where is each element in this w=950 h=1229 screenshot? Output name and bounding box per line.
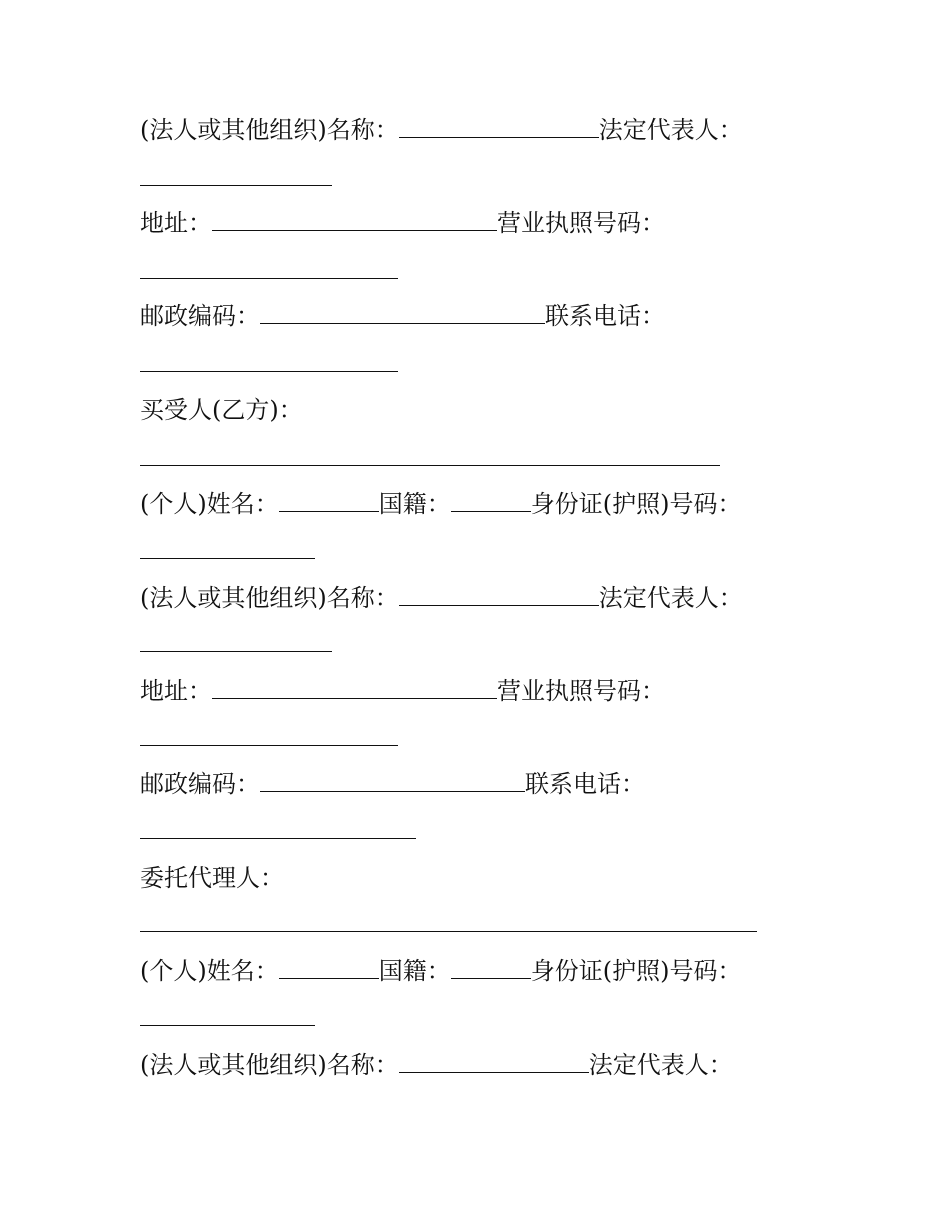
id-number-blank[interactable] xyxy=(140,533,315,559)
person-name-blank[interactable] xyxy=(279,958,379,979)
postal-line-1 xyxy=(140,296,665,336)
nationality-label: 国籍： xyxy=(378,490,451,518)
id-number-label: 身份证(护照)号码： xyxy=(530,957,742,985)
person-name-label: (个人)姓名： xyxy=(140,490,279,518)
postal-code-blank[interactable] xyxy=(260,771,525,792)
agent-blank[interactable] xyxy=(140,906,757,932)
legal-rep-label: 法定代表人： xyxy=(598,584,743,612)
person-line-1 xyxy=(140,484,741,524)
postal-code-label: 邮政编码： xyxy=(140,770,260,798)
phone-blank[interactable] xyxy=(140,813,416,839)
address-label: 地址： xyxy=(140,677,212,705)
org-name-label: (法人或其他组织)名称： xyxy=(140,584,399,612)
phone-label: 联系电话： xyxy=(545,302,665,330)
org-name-blank[interactable] xyxy=(399,1052,589,1073)
buyer-blank[interactable] xyxy=(140,440,720,466)
phone-blank[interactable] xyxy=(140,346,398,372)
org-name-label: (法人或其他组织)名称： xyxy=(140,1051,399,1079)
legal-rep-label: 法定代表人： xyxy=(598,116,743,144)
agent-label: 委托代理人： xyxy=(140,864,284,892)
nationality-blank[interactable] xyxy=(451,491,531,512)
nationality-label: 国籍： xyxy=(378,957,451,985)
address-line-1 xyxy=(140,203,665,243)
person-name-blank[interactable] xyxy=(279,491,379,512)
org-name-label: (法人或其他组织)名称： xyxy=(140,116,399,144)
id-number-blank[interactable] xyxy=(140,1000,315,1026)
address-line-2 xyxy=(140,671,665,711)
person-name-label: (个人)姓名： xyxy=(140,957,279,985)
legal-rep-label: 法定代表人： xyxy=(588,1051,733,1079)
business-license-label: 营业执照号码： xyxy=(497,677,665,705)
business-license-blank[interactable] xyxy=(140,720,398,746)
org-name-line-3 xyxy=(140,1045,733,1085)
buyer-line xyxy=(140,390,303,430)
phone-label: 联系电话： xyxy=(525,770,645,798)
agent-line xyxy=(140,858,284,898)
address-blank[interactable] xyxy=(212,210,497,231)
business-license-blank[interactable] xyxy=(140,253,398,279)
org-name-line-2 xyxy=(140,578,743,618)
business-license-label: 营业执照号码： xyxy=(497,209,665,237)
buyer-label: 买受人(乙方)： xyxy=(140,396,303,424)
address-blank[interactable] xyxy=(212,678,497,699)
legal-rep-blank[interactable] xyxy=(140,626,332,652)
nationality-blank[interactable] xyxy=(451,958,531,979)
id-number-label: 身份证(护照)号码： xyxy=(530,490,742,518)
postal-line-2 xyxy=(140,764,645,804)
org-name-blank[interactable] xyxy=(399,117,599,138)
org-name-line-1 xyxy=(140,110,743,150)
org-name-blank[interactable] xyxy=(399,585,599,606)
person-line-2 xyxy=(140,951,741,991)
legal-rep-blank[interactable] xyxy=(140,160,332,186)
postal-code-label: 邮政编码： xyxy=(140,302,260,330)
address-label: 地址： xyxy=(140,209,212,237)
postal-code-blank[interactable] xyxy=(260,303,545,324)
